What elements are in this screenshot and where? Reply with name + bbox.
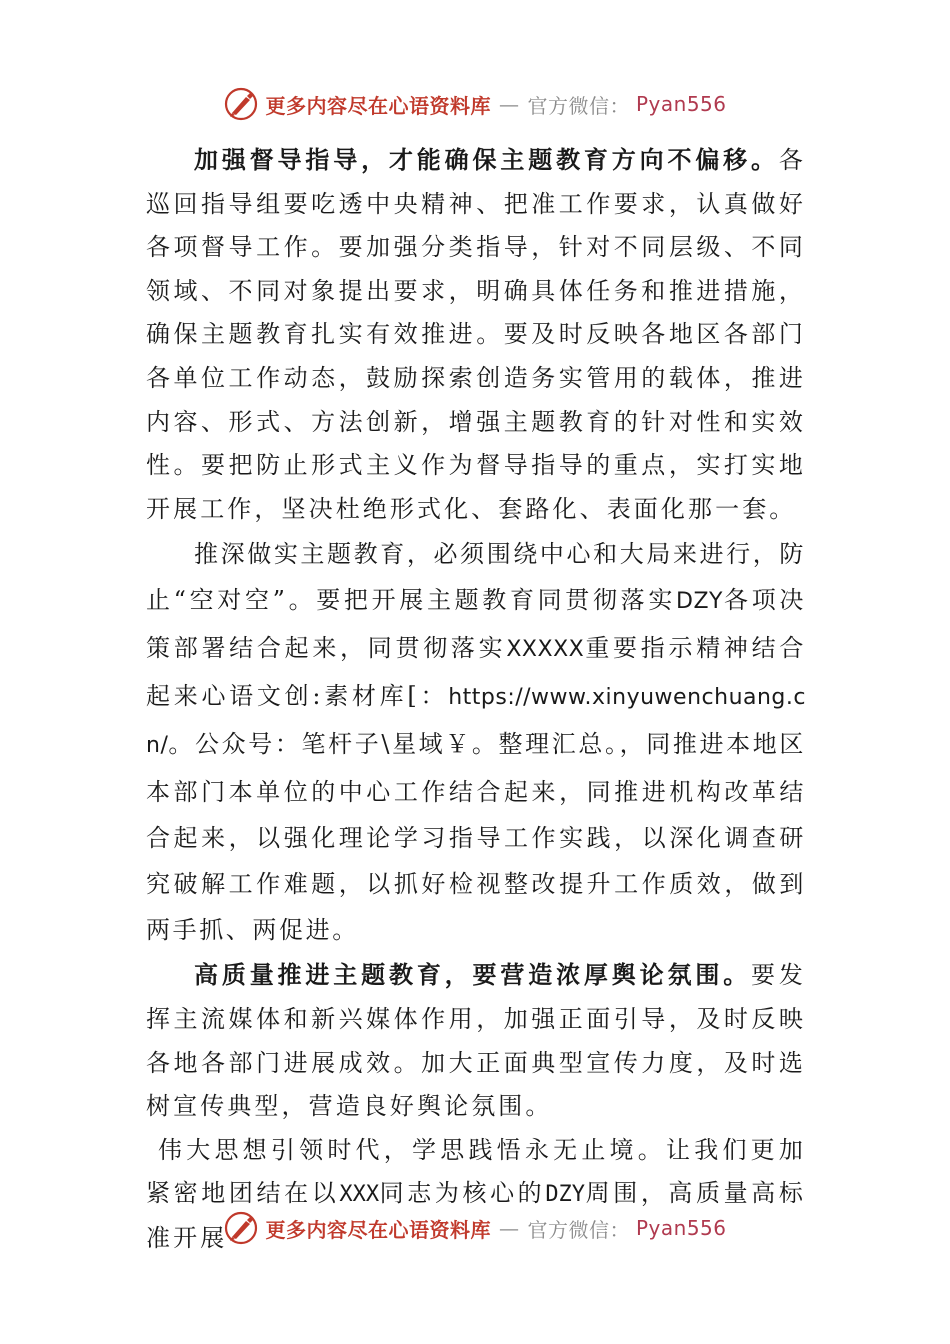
paragraph-1-lead: 加强督导指导，才能确保主题教育方向不偏移。 [194,145,779,174]
paragraph-2-xxxxx: XXXXX [506,637,585,663]
pen-logo-icon [223,86,259,122]
paragraph-4-dzy: DZY [545,1182,586,1208]
header-banner [223,86,726,122]
document-body [146,138,806,1261]
paragraph-2-text-d: 。公众号：笔杆子\星域￥。整理汇总。，同推进本地区本部门本单位的中心工作结合起来，同推进机构改革结合起来，以强化理论学习指导工作实践，以深化调查研究破解工作难题，以抓好检视整改提升工作质效，做到两手抓、两促进。 [146,730,806,945]
header-dash: — [498,92,520,116]
pen-logo-icon [223,1210,259,1246]
paragraph-3 [146,953,806,1128]
paragraph-4-text-c: 周围，高质量高标准开展 [146,1179,806,1252]
page-footer [0,1206,950,1250]
paragraph-1 [146,138,806,531]
paragraph-4-xxx: XXX [339,1182,380,1208]
paragraph-2-text-c: 重要指示精神结合起来心语文创:素材库[： [146,634,806,711]
footer-site-text: 更多内容尽在心语资料库 [265,1217,491,1242]
paragraph-3-lead: 高质量推进主题教育，要营造浓厚舆论氛围。 [194,960,752,990]
paragraph-1-text: 各巡回指导组要吃透中央精神、把准工作要求，认真做好各项督导工作。要加强分类指导，针对不同层级、不同领域、不同对象提出要求，明确具体任务和推进措施，确保主题教育扎实有效推进。要及时反映各地区各部门各单位工作动态，鼓励探索创造务实管用的载体，推进内容、形式、方法创新，增强主题教育的针对性和实效性。要把防止形式主义作为督导指导的重点，实打实地开展工作，坚决杜绝形式化、套路化、表面化那一套。 [146,146,806,523]
paragraph-2-dzy: DZY [676,589,723,615]
footer-banner [223,1210,726,1246]
paragraph-2 [146,531,806,953]
header-wechat-id: Pyan556 [635,92,727,116]
footer-dash: — [498,1216,520,1240]
footer-wechat-id: Pyan556 [635,1216,727,1240]
paragraph-2-text-b: 各项决策部署结合起来，同贯彻落实 [146,586,806,663]
paragraph-3-text: 要发挥主流媒体和新兴媒体作用，加强正面引导，及时反映各地各部门进展成效。加大正面典型宣传力度，及时选树宣传典型，营造良好舆论氛围。 [146,961,806,1121]
paragraph-4-text-b: 同志为核心的 [379,1179,546,1208]
header-wechat-label: 官方微信： [527,93,630,118]
paragraph-4-text-a: 伟大思想引领时代，学思践悟永无止境。让我们更加紧密地团结在以 [146,1135,806,1208]
paragraph-2-url: https://www.xinyuwenchuang.cn/ [146,685,806,759]
paragraph-2-text-a: 推深做实主题教育，必须围绕中心和大局来进行，防止“空对空”。要把开展主题教育同贯彻落实 [146,540,806,615]
page-header [0,82,950,126]
footer-wechat-label: 官方微信： [527,1217,630,1242]
header-site-text: 更多内容尽在心语资料库 [265,93,491,118]
